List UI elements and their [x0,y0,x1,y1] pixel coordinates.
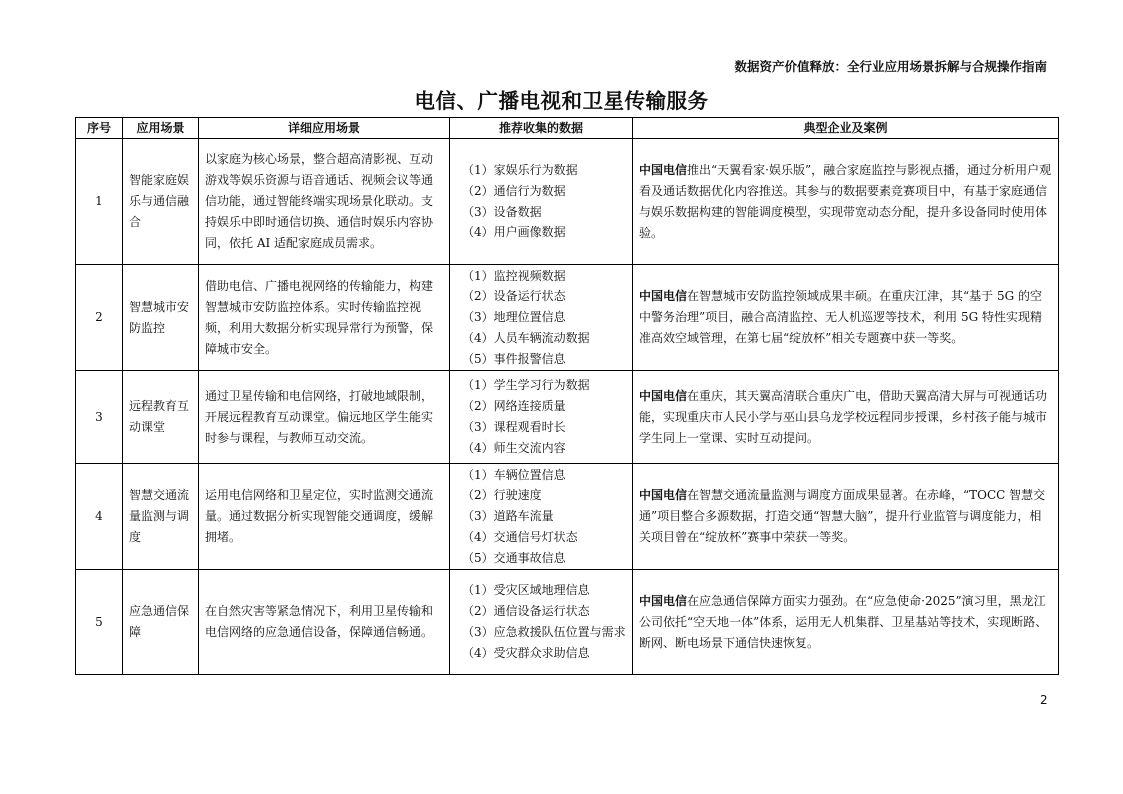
scenario-table [75,117,1059,675]
data-item: （4）师生交流内容 [462,440,566,455]
scenario-detail: 在自然灾害等紧急情况下，利用卫星传输和电信网络的应急通信设备，保障通信畅通。 [199,570,450,675]
page-number: 2 [1040,693,1048,707]
data-item: （1）学生学习行为数据 [462,378,590,393]
case-description [633,570,1059,675]
data-item: （3）道路车流量 [462,509,554,524]
table-header-row [76,118,1059,139]
recommended-data [450,371,633,464]
scenario-detail: 运用电信网络和卫星定位，实时监测交通流量。通过数据分析实现智能交通调度，缓解拥堵。 [199,464,450,570]
report-header-title: 数据资产价值释放：全行业应用场景拆解与合规操作指南 [734,59,1047,74]
recommended-data [450,464,633,570]
case-text: 在应急通信保障方面实力强劲。在“应急使命·2025”演习里，黑龙江公司依托“空天地一体”体系，运用无人机集群、卫星基站等技术，实现断路、断网、断电场景下通信快速恢复。 [639,593,1048,650]
company-name: 中国电信 [639,488,688,502]
case-text: 在智慧城市安防监控领域成果丰硕。在重庆江津，其“基于 5G 的空中警务治理”项目，融合高清监控、无人机巡逻等技术，利用 5G 特性实现精准高效空域管理，在第七届“绽放杯”相关专题赛中获一等奖。 [639,289,1043,345]
case-description [633,464,1059,570]
table-row [76,464,1059,570]
data-item: （1）家娱乐行为数据 [462,162,578,177]
case-description [633,371,1059,464]
row-number: 3 [76,371,123,464]
recommended-data [450,265,633,371]
company-name: 中国电信 [639,593,688,608]
scenario-name: 智慧交通流量监测与调度 [123,464,199,570]
case-text: 在智慧交通流量监测与调度方面成果显著。在赤峰，“TOCC 智慧交通”项目整合多源数据，打造交通“智慧大脑”，提升行业监管与调度能力，相关项目曾在“绽放杯”赛事中荣获一等奖。 [639,488,1046,544]
case-description [633,139,1059,265]
data-item: （5）事件报警信息 [462,351,566,366]
data-item: （1）受灾区域地理信息 [462,583,590,598]
data-item: （5）交通事故信息 [462,550,566,565]
recommended-data [450,139,633,265]
case-text: 推出“天翼看家·娱乐版”，融合家庭监控与影视点播，通过分析用户观看及通话数据优化内容推送。其参与的数据要素竞赛项目中，有基于家庭通信与娱乐数据构建的智能调度模型，实现带宽动态分配，提升多设备同时使用体验。 [639,162,1052,240]
data-item: （1）监控视频数据 [462,268,566,283]
scenario-detail: 以家庭为核心场景，整合超高清影视、互动游戏等娱乐资源与语音通话、视频会议等通信功能，通过智能终端实现场景化联动。支持娱乐中即时通信切换、通信时娱乐内容协同，依托 AI 适配家庭成员需求。 [199,139,450,265]
recommended-data [450,570,633,675]
data-item: （2）通信设备运行状态 [462,604,590,619]
data-item: （3）课程观看时长 [462,420,566,434]
row-number: 2 [76,265,123,371]
data-item: （2）设备运行状态 [462,289,566,304]
scenario-name: 应急通信保障 [123,570,199,675]
table-row [76,265,1059,371]
data-item: （2）通信行为数据 [462,183,566,198]
case-text: 在重庆，其天翼高清联合重庆广电，借助天翼高清大屏与可视通话功能，实现重庆市人民小学与巫山县乌龙学校远程同步授课，乡村孩子能与城市学生同上一堂课、实时互动提问。 [639,388,1048,445]
scenario-detail: 通过卫星传输和电信网络，打破地域限制，开展远程教育互动课堂。偏远地区学生能实时参与课程，与教师互动交流。 [199,371,450,464]
column-header-cases: 典型企业及案例 [633,118,1059,139]
data-item: （4）受灾群众求助信息 [462,645,590,660]
data-item: （3）应急救援队伍位置与需求 [462,625,626,639]
company-name: 中国电信 [639,388,688,403]
scenario-name: 智慧城市安防监控 [123,265,199,371]
row-number: 4 [76,464,123,570]
column-header-index: 序号 [76,118,123,139]
column-header-detail: 详细应用场景 [199,118,450,139]
data-item: （4）人员车辆流动数据 [462,330,590,345]
scenario-name: 智能家庭娱乐与通信融合 [123,139,199,265]
table-row [76,139,1059,265]
row-number: 5 [76,570,123,675]
scenario-detail: 借助电信、广播电视网络的传输能力，构建智慧城市安防监控体系。实时传输监控视频，利用大数据分析实现异常行为预警，保障城市安全。 [199,265,450,371]
scenario-name: 远程教育互动课堂 [123,371,199,464]
table-row [76,371,1059,464]
column-header-scenario: 应用场景 [123,118,199,139]
data-item: （4）交通信号灯状态 [462,529,578,544]
data-item: （2）行驶速度 [462,488,542,503]
data-item: （3）地理位置信息 [462,310,566,325]
case-description [633,265,1059,371]
company-name: 中国电信 [639,162,688,177]
data-item: （2）网络连接质量 [462,399,566,414]
table-row [76,570,1059,675]
data-item: （3）设备数据 [462,204,542,219]
row-number: 1 [76,139,123,265]
page-title: 电信、广播电视和卫星传输服务 [414,89,709,113]
data-item: （1）车辆位置信息 [462,467,566,482]
data-item: （4）用户画像数据 [462,225,566,240]
company-name: 中国电信 [639,289,688,303]
column-header-data: 推荐收集的数据 [450,118,633,139]
